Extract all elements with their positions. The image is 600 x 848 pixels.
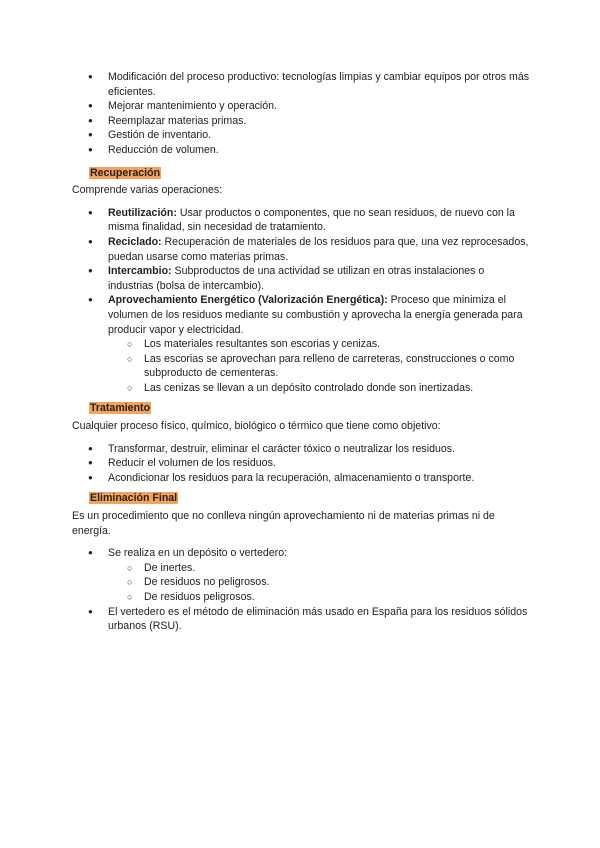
sublist-item: ○ Los materiales resultantes son escorias y cenizas. (108, 337, 532, 352)
term: Aprovechamiento Energético (Valorización Energética): (108, 294, 388, 307)
list-item (72, 206, 532, 235)
definition: Recuperación de materiales de los residuos para que, una vez reprocesados, puedan usarse como materias primas. (108, 235, 529, 263)
list-item: ● Mejorar mantenimiento y operación. (72, 99, 532, 114)
list-item (72, 264, 532, 293)
list-item: ● Acondicionar los residuos para la recuperación, almacenamiento o transporte. (72, 471, 532, 486)
tratamiento-list (72, 442, 532, 486)
sublist-item: ○ Las escorias se aprovechan para relleno de carreteras, construcciones o como subproducto de cementeras. (108, 352, 532, 381)
intro-list (72, 70, 532, 158)
sublist-item: ○ De residuos no peligrosos. (108, 575, 532, 590)
sublist-item: ○ De residuos peligrosos. (108, 590, 532, 605)
list-item: ● Reducir el volumen de los residuos. (72, 456, 532, 471)
section-intro: Comprende varias operaciones: (72, 184, 223, 197)
list-item (72, 546, 532, 604)
heading-highlight: Recuperación (90, 166, 161, 179)
term: Reciclado: (108, 235, 162, 248)
recuperacion-list (72, 206, 532, 396)
sublist-item: ○ Las cenizas se llevan a un depósito controlado donde son inertizadas. (108, 381, 532, 396)
section-intro: Es un procedimiento que no conlleva ningún aprovechamiento ni de materias primas ni de energía. (72, 510, 495, 537)
list-item: ● Modificación del proceso productivo: tecnologías limpias y cambiar equipos por otros más eficientes. (72, 70, 532, 99)
heading-highlight: Tratamiento (90, 402, 151, 415)
section-heading-recuperacion (89, 166, 532, 181)
heading-highlight: Eliminación Final (90, 492, 178, 505)
term: Reutilización: (108, 206, 177, 219)
definition: Subproductos de una actividad se utilizan en otras instalaciones o industrias (bolsa de intercambio). (108, 265, 485, 292)
section-intro: Cualquier proceso físico, químico, biológico o térmico que tiene como objetivo: (72, 420, 441, 433)
definition: Usar productos o componentes, que no sean residuos, de nuevo con la misma finalidad, sin necesidad de tratamiento. (108, 206, 515, 234)
sublist (108, 561, 532, 605)
list-item-text: Se realiza en un depósito o vertedero: (108, 547, 288, 560)
definition: Proceso que minimiza el volumen de los residuos mediante su combustión y aprovecha la energía generada para producir vapor y electricidad. (108, 294, 523, 336)
sublist-item: ○ De inertes. (108, 561, 532, 576)
eliminacion-list (72, 546, 532, 634)
list-item: ● Transformar, destruir, eliminar el carácter tóxico o neutralizar los residuos. (72, 442, 532, 457)
term: Intercambio: (108, 265, 172, 278)
list-item (72, 293, 532, 395)
sublist (108, 337, 532, 395)
list-item: ● Reemplazar materias primas. (72, 114, 532, 129)
list-item: ● Reducción de volumen. (72, 143, 532, 158)
section-heading-eliminacion (89, 491, 532, 506)
list-item (72, 235, 532, 264)
document-content (72, 70, 532, 634)
section-heading-tratamiento (89, 401, 532, 416)
list-item: ● Gestión de inventario. (72, 128, 532, 143)
list-item: ● El vertedero es el método de eliminación más usado en España para los residuos sólidos urbanos (RSU). (72, 605, 532, 634)
